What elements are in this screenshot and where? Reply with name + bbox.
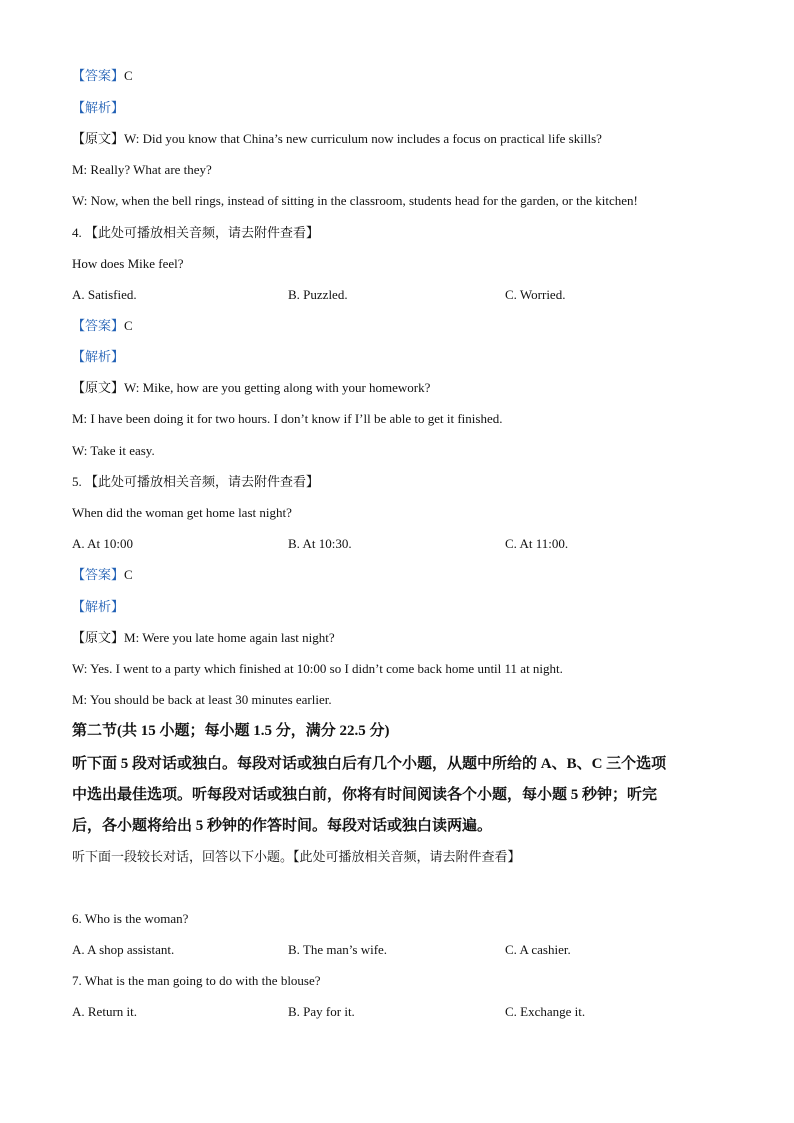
option-a: A. Satisfied. <box>72 287 137 302</box>
option-c: C. Worried. <box>505 287 566 302</box>
question-text-7: 7. What is the man going to do with the blouse? <box>72 973 321 988</box>
source-tag: 【原文】 <box>72 131 125 146</box>
answer-value: C <box>124 68 133 83</box>
transcript-line: W: Take it easy. <box>72 443 155 458</box>
transcript-line: W: Now, when the bell rings, instead of sitting in the classroom, students head for the garden, or the kitchen! <box>72 193 638 208</box>
option-b: B. Puzzled. <box>288 287 348 302</box>
section-instruction: 听下面 5 段对话或独白。每段对话或独白后有几个小题，从题中所给的 A、B、C 三个选项 <box>72 756 667 772</box>
option-c: C. Exchange it. <box>505 1004 586 1019</box>
transcript-line <box>72 380 430 396</box>
source-tag: 【原文】 <box>72 630 125 645</box>
section-prompt[interactable]: 听下面一段较长对话，回答以下小题。【此处可播放相关音频，请去附件查看】 <box>72 849 521 864</box>
section-instruction: 中选出最佳选项。听每段对话或独白前，你将有时间阅读各个小题，每小题 5 秒钟；听完 <box>72 787 658 803</box>
option-a: A. At 10:00 <box>72 536 134 551</box>
option-b: B. Pay for it. <box>288 1004 355 1019</box>
transcript-text: W: Did you know that China’s new curriculum now includes a focus on practical life skills? <box>124 131 602 146</box>
question-header-4[interactable]: 4. 【此处可播放相关音频，请去附件查看】 <box>72 225 320 240</box>
section-title: 第二节(共 15 小题；每小题 1.5 分，满分 22.5 分) <box>72 723 390 739</box>
answer-tag: 【答案】 <box>72 68 125 83</box>
option-b: B. The man’s wife. <box>288 942 388 957</box>
analysis-tag-5: 【解析】 <box>72 599 125 614</box>
answer-tag: 【答案】 <box>72 318 125 333</box>
question-text-5: When did the woman get home last night? <box>72 505 292 520</box>
answer-line-5 <box>72 567 133 583</box>
answer-tag: 【答案】 <box>72 567 125 582</box>
answer-value: C <box>124 567 133 582</box>
transcript-line: M: You should be back at least 30 minutes earlier. <box>72 692 332 707</box>
option-a: A. A shop assistant. <box>72 942 175 957</box>
analysis-tag-3: 【解析】 <box>72 100 125 115</box>
option-b: B. At 10:30. <box>288 536 352 551</box>
question-text-4: How does Mike feel? <box>72 256 184 271</box>
question-header-5[interactable]: 5. 【此处可播放相关音频，请去附件查看】 <box>72 474 320 489</box>
transcript-line: M: Really? What are they? <box>72 162 212 177</box>
transcript-text: W: Mike, how are you getting along with your homework? <box>124 380 431 395</box>
answer-line-3 <box>72 68 133 84</box>
option-c: C. At 11:00. <box>505 536 569 551</box>
answer-value: C <box>124 318 133 333</box>
analysis-tag-4: 【解析】 <box>72 349 125 364</box>
transcript-line: M: I have been doing it for two hours. I don’t know if I’ll be able to get it finished. <box>72 411 503 426</box>
transcript-line: W: Yes. I went to a party which finished at 10:00 so I didn’t come back home until 11 at night. <box>72 661 563 676</box>
source-tag: 【原文】 <box>72 380 125 395</box>
question-text-6: 6. Who is the woman? <box>72 911 189 926</box>
section-instruction: 后，各小题将给出 5 秒钟的作答时间。每段对话或独白读两遍。 <box>72 818 493 834</box>
answer-line-4 <box>72 318 133 334</box>
option-a: A. Return it. <box>72 1004 137 1019</box>
option-c: C. A cashier. <box>505 942 571 957</box>
transcript-line <box>72 630 335 646</box>
transcript-text: M: Were you late home again last night? <box>124 630 335 645</box>
transcript-line <box>72 131 602 147</box>
